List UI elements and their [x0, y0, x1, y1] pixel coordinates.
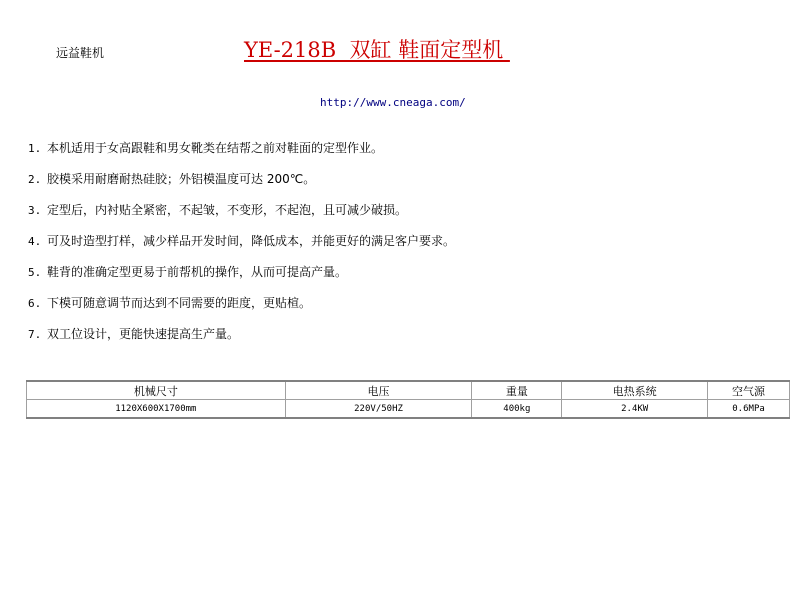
feature-number: 3.	[28, 204, 42, 217]
feature-text: 鞋背的准确定型更易于前帮机的操作，从而可提高产量。	[47, 265, 348, 279]
feature-item	[28, 263, 455, 294]
spec-header-voltage: 电压	[285, 381, 472, 400]
spec-table	[26, 380, 790, 419]
feature-text: 定型后，内衬贴全紧密，不起皱，不变形，不起泡，且可减少破损。	[47, 203, 408, 217]
spec-value-voltage: 220V/50HZ	[285, 400, 472, 419]
feature-text: 双工位设计，更能快速提高生产量。	[47, 327, 240, 341]
feature-text: 下模可随意调节而达到不同需要的距度，更贴楦。	[47, 296, 312, 310]
feature-number: 6.	[28, 297, 42, 310]
spec-value-dimensions: 1120X600X1700mm	[27, 400, 286, 419]
spec-header-heating: 电热系统	[562, 381, 708, 400]
feature-text: 可及时造型打样，减少样品开发时间，降低成本，并能更好的满足客户要求。	[47, 234, 456, 248]
spec-value-heating: 2.4KW	[562, 400, 708, 419]
spec-header-dimensions: 机械尺寸	[27, 381, 286, 400]
feature-number: 2.	[28, 173, 42, 186]
feature-item	[28, 139, 455, 170]
feature-number: 4.	[28, 235, 42, 248]
feature-item	[28, 325, 455, 356]
feature-item	[28, 294, 455, 325]
page-title: YE-218B 双缸 鞋面定型机	[244, 38, 510, 62]
website-link[interactable]: http://www.cneaga.com/	[320, 96, 466, 109]
spec-value-row	[27, 400, 790, 419]
feature-text: 胶模采用耐磨耐热硅胶；外铝模温度可达 200℃。	[47, 172, 316, 186]
feature-number: 7.	[28, 328, 42, 341]
feature-list	[28, 139, 455, 356]
feature-number: 5.	[28, 266, 42, 279]
brand-name: 远益鞋机	[56, 46, 105, 60]
feature-number: 1.	[28, 142, 42, 155]
feature-item	[28, 201, 455, 232]
feature-item	[28, 170, 455, 201]
spec-header-row	[27, 381, 790, 400]
spec-value-air: 0.6MPa	[708, 400, 790, 419]
spec-value-weight: 400kg	[472, 400, 562, 419]
spec-header-air: 空气源	[708, 381, 790, 400]
feature-text: 本机适用于女高跟鞋和男女靴类在结帮之前对鞋面的定型作业。	[47, 141, 384, 155]
spec-header-weight: 重量	[472, 381, 562, 400]
feature-item	[28, 232, 455, 263]
